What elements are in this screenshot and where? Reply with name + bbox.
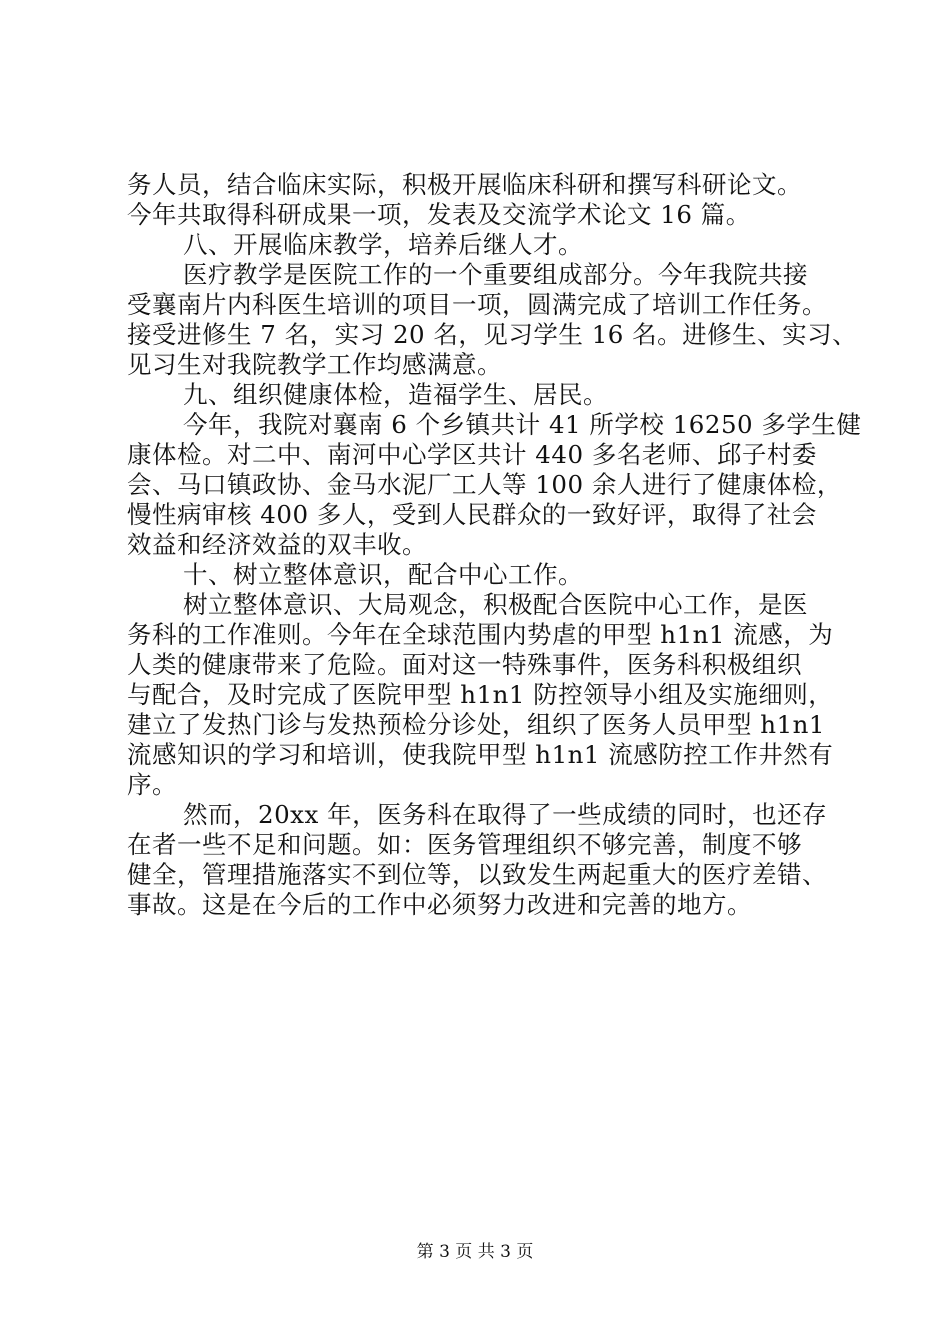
text-line: 务人员，结合临床实际，积极开展临床科研和撰写科研论文。: [127, 170, 802, 199]
text-line: 事故。这是在今后的工作中必须努力改进和完善的地方。: [127, 890, 752, 919]
text-line: 今年，我院对襄南 6 个乡镇共计 41 所学校 16250 多学生健: [183, 410, 862, 439]
text-line: 流感知识的学习和培训，使我院甲型 h1n1 流感防控工作井然有: [127, 740, 834, 769]
page-footer: 第 3 页 共 3 页: [416, 1242, 534, 1262]
text-line: 受襄南片内科医生培训的项目一项，圆满完成了培训工作任务。: [127, 290, 827, 319]
text-line: 在者一些不足和问题。如：医务管理组织不够完善，制度不够: [127, 830, 802, 859]
text-line: 健全，管理措施落实不到位等，以致发生两起重大的医疗差错、: [127, 860, 827, 889]
text-line: 会、马口镇政协、金马水泥厂工人等 100 余人进行了健康体检，: [127, 470, 842, 499]
text-line: 接受进修生 7 名，实习 20 名，见习学生 16 名。进修生、实习、: [127, 320, 858, 349]
text-line: 务科的工作准则。今年在全球范围内势虐的甲型 h1n1 流感，为: [127, 620, 834, 649]
text-line: 八、开展临床教学，培养后继人才。: [183, 230, 583, 259]
text-line: 与配合，及时完成了医院甲型 h1n1 防控领导小组及实施细则，: [127, 680, 834, 709]
text-line: 九、组织健康体检，造福学生、居民。: [183, 380, 608, 409]
text-line: 医疗教学是医院工作的一个重要组成部分。今年我院共接: [183, 260, 808, 289]
text-line: 然而，20xx 年，医务科在取得了一些成绩的同时，也还存: [183, 800, 828, 829]
text-line: 树立整体意识、大局观念，积极配合医院中心工作，是医: [183, 590, 808, 619]
text-line: 十、树立整体意识，配合中心工作。: [183, 560, 583, 589]
text-line: 建立了发热门诊与发热预检分诊处，组织了医务人员甲型 h1n1: [127, 710, 826, 739]
text-line: 序。: [127, 770, 177, 799]
text-line: 效益和经济效益的双丰收。: [127, 530, 427, 559]
text-line: 慢性病审核 400 多人，受到人民群众的一致好评，取得了社会: [127, 500, 817, 529]
text-line: 见习生对我院教学工作均感满意。: [127, 350, 502, 379]
text-line: 人类的健康带来了危险。面对这一特殊事件，医务科积极组织: [127, 650, 802, 679]
text-line: 今年共取得科研成果一项，发表及交流学术论文 16 篇。: [127, 200, 751, 229]
text-line: 康体检。对二中、南河中心学区共计 440 多名老师、邱子村委: [127, 440, 817, 469]
document-body: [127, 170, 862, 920]
